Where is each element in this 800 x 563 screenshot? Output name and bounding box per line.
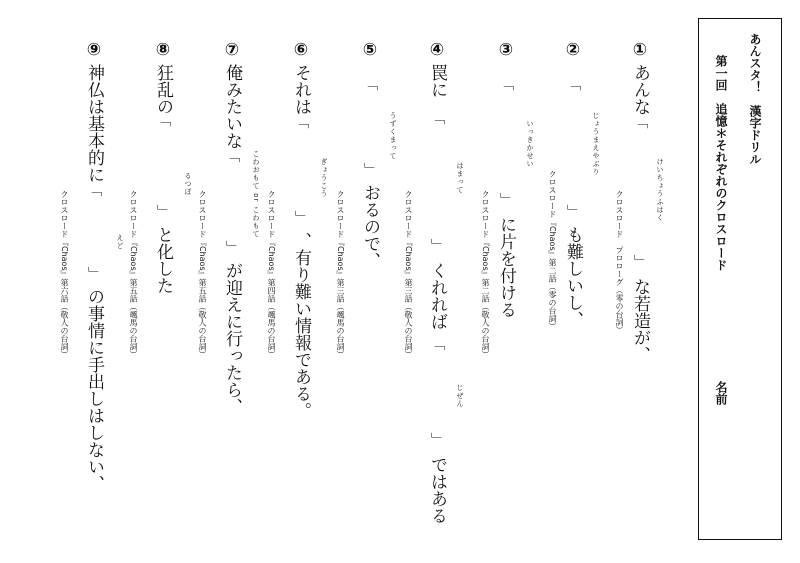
- furigana: じょうまえやぶり: [592, 112, 600, 176]
- question-number: ①: [630, 40, 650, 60]
- question-text: それは: [291, 64, 311, 115]
- question-text: と化した: [153, 226, 173, 294]
- source-citation: クロスロード『Chaos』第二話（敬人の台詞）: [481, 190, 490, 359]
- answer-bracket-open: ﹁: [431, 111, 445, 127]
- question-number: ⑤: [360, 40, 380, 60]
- answer-bracket-open: ﹁: [431, 337, 445, 353]
- question-text: も難しいし、: [563, 226, 583, 328]
- question-text: 、有り難い情報である。: [291, 232, 311, 419]
- answer-bracket-close: ﹂: [157, 205, 171, 221]
- question-number: ⑨: [84, 40, 104, 60]
- name-label: 名前: [714, 381, 728, 405]
- furigana: けいちょうふはく: [656, 158, 664, 222]
- furigana: いっきかせい: [526, 120, 534, 168]
- question-number: ⑦: [222, 40, 242, 60]
- question-text: ではある: [427, 456, 447, 524]
- question-text: が迎えに行ったら、: [222, 262, 242, 415]
- source-citation: クロスロード『Chaos』第五話（敬人の台詞）: [198, 190, 207, 359]
- question-text: 狂乱の: [153, 64, 173, 115]
- answer-bracket-open: ﹁: [634, 115, 648, 131]
- answer-bracket-close: ﹂: [226, 241, 240, 257]
- question-text: 神仏は基本的に: [84, 64, 104, 183]
- furigana: るつぼ: [184, 172, 192, 196]
- source-citation: クロスロード プロローグ（零の台詞）: [615, 190, 624, 334]
- answer-bracket-close: ﹂: [431, 433, 445, 449]
- question-number: ②: [563, 40, 583, 60]
- title-box: [698, 18, 782, 540]
- answer-bracket-open: ﹁: [88, 183, 102, 199]
- answer-bracket-open: ﹁: [364, 77, 378, 93]
- question-number: ⑧: [153, 40, 173, 60]
- furigana: じぜん: [456, 384, 464, 408]
- question-text: な若造が、: [630, 278, 650, 363]
- answer-bracket-close: ﹂: [567, 205, 581, 221]
- furigana: うずくまって: [389, 112, 397, 160]
- answer-bracket-close: ﹂: [634, 255, 648, 271]
- answer-bracket-open: ﹁: [295, 115, 309, 131]
- answer-bracket-close: ﹂: [431, 239, 445, 255]
- question-text: 罠に: [427, 64, 447, 98]
- source-citation: クロスロード『Chaos』第二話（零の台詞）: [548, 170, 557, 331]
- answer-bracket-open: ﹁: [500, 77, 514, 93]
- lesson-title: 第一回 追憶＊それぞれのクロスロード: [714, 55, 728, 271]
- question-text: おるので、: [360, 184, 380, 269]
- source-citation: クロスロード『Chaos』第五話（颯馬の台詞）: [129, 190, 138, 359]
- answer-bracket-open: ﹁: [226, 149, 240, 165]
- answer-bracket-open: ﹁: [157, 113, 171, 129]
- question-number: ③: [496, 40, 516, 60]
- source-citation: クロスロード『Chaos』第六話（敬人の台詞）: [60, 190, 69, 359]
- furigana: ぎょうこう: [320, 158, 328, 198]
- question-text: の事情に手出しはしない、: [84, 288, 104, 492]
- source-citation: クロスロード『Chaos』第三話（敬人の台詞）: [404, 190, 413, 359]
- question-text: あんな: [630, 64, 650, 115]
- source-citation: クロスロード『Chaos』第三話（颯馬の台詞）: [336, 190, 345, 359]
- answer-bracket-close: ﹂: [88, 267, 102, 283]
- furigana: えど: [116, 234, 124, 250]
- drill-series-title: あんスタ！ 漢字ドリル: [748, 33, 762, 165]
- furigana: はまって: [456, 162, 464, 194]
- answer-bracket-close: ﹂: [500, 193, 514, 209]
- question-number: ⑥: [291, 40, 311, 60]
- question-text: に片を付ける: [496, 216, 516, 318]
- question-text: くれれば: [427, 262, 447, 330]
- question-number: ④: [427, 40, 447, 60]
- source-citation: クロスロード『Chaos』第四話（颯馬の台詞）: [267, 190, 276, 359]
- answer-bracket-open: ﹁: [567, 77, 581, 93]
- question-text: 俺みたいな: [222, 64, 242, 149]
- answer-bracket-close: ﹂: [295, 211, 309, 227]
- furigana: こわおもて or こわもて: [252, 150, 260, 238]
- answer-bracket-close: ﹂: [364, 163, 378, 179]
